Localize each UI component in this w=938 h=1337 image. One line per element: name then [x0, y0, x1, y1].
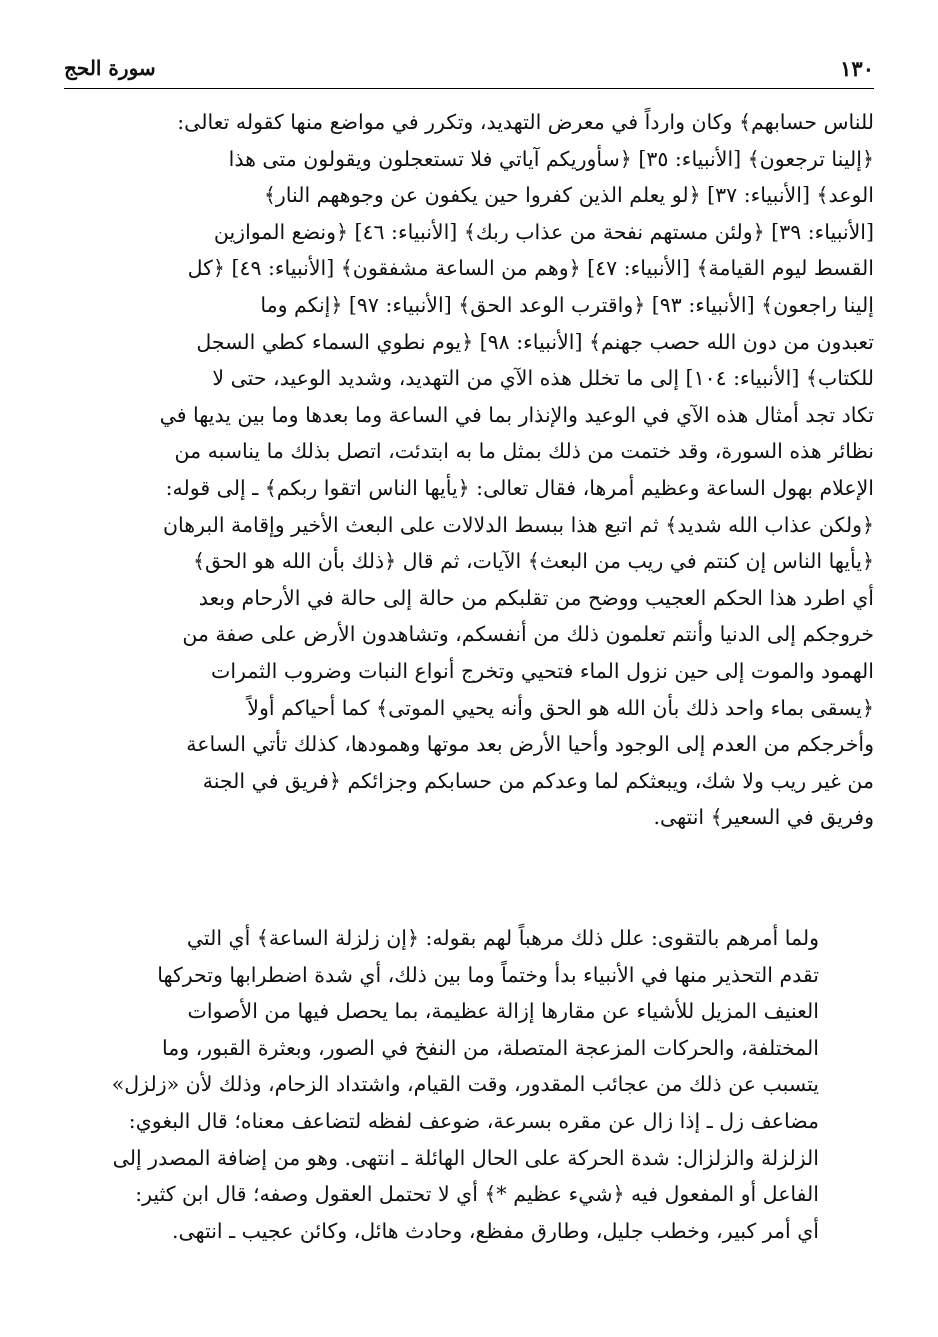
paragraph-2 [64, 920, 874, 1249]
text-line: المختلفة، والحركات المزعجة المتصلة، من النفخ في الصور، وبعثرة القبور، وما [161, 1035, 819, 1060]
text-line: ﴿يسقى بماء واحد ذلك بأن الله هو الحق وأنه يحيي الموتى﴾ كما أحياكم أولاً [247, 695, 874, 720]
text-line: مضاعف زل ـ إذا زال عن مقره بسرعة، ضوعف لفظه لتضاعف معناه؛ قال البغوي: [128, 1108, 819, 1133]
text-line: وفريق في السعير﴾ انتهى. [653, 805, 874, 830]
text-line: أي اطرد هذا الحكم العجيب ووضح من تقلبكم من حالة إلى حالة في الأرحام وبعد [198, 585, 874, 610]
text-line: تقدم التحذير منها في الأنبياء بدأ وختماً وما بين ذلك، أي شدة اضطرابها وتحركها [157, 962, 819, 987]
text-line: الإعلام بهول الساعة وعظيم أمرها، فقال تعالى: ﴿يأيها الناس اتقوا ربكم﴾ ـ إلى قوله: [165, 475, 874, 500]
paragraph-1 [64, 104, 874, 836]
text-line: القسط ليوم القيامة﴾ [الأنبياء: ٤٧] ﴿وهم من الساعة مشفقون﴾ [الأنبياء: ٤٩] ﴿كل [187, 256, 874, 281]
text-line: للكتاب﴾ [الأنبياء: ١٠٤] إلى ما تخلل هذه الآي من التهديد، وشديد الوعيد، حتى لا [212, 366, 874, 391]
text-line: الهمود والموت إلى حين نزول الماء فتحيي وتخرج أنواع النبات وضروب الثمرات [211, 658, 874, 683]
page-number: ١٣٠ [840, 56, 874, 81]
text-line: خروجكم إلى الدنيا وأنتم تعلمون ذلك من أنفسكم، وتشاهدون الأرض على صفة من [182, 622, 874, 647]
text-line: الوعد﴾ [الأنبياء: ٣٧] ﴿لو يعلم الذين كفروا حين يكفون عن وجوههم النار﴾ [263, 183, 874, 208]
surah-title: سورة الحج [64, 56, 156, 80]
text-line: الزلزلة والزلزال: شدة الحركة على الحال الهائلة ـ انتهى. وهو من إضافة المصدر إلى [112, 1145, 819, 1170]
text-line: تعبدون من دون الله حصب جهنم﴾ [الأنبياء: ٩٨] ﴿يوم نطوي السماء كطي السجل [196, 329, 874, 354]
text-line: وأخرجكم من العدم إلى الوجود وأحيا الأرض بعد موتها وهمودها، كذلك تأتي الساعة [186, 732, 874, 757]
text-line: ولما أمرهم بالتقوى: علل ذلك مرهباً لهم بقوله: ﴿إن زلزلة الساعة﴾ أي التي [186, 926, 819, 950]
page-header [64, 56, 874, 86]
text-line: الفاعل أو المفعول فيه ﴿شيء عظيم *﴾ أي لا تحتمل العقول وصفه؛ قال ابن كثير: [135, 1182, 819, 1207]
text-line: يتسبب عن ذلك من عجائب المقدور، وقت القيام، واشتداد الزحام، وذلك لأن «زلزل» [111, 1072, 819, 1097]
text-line: تكاد تجد أمثال هذه الآي في الوعيد والإنذار بما في الساعة وما بعدها وما بين يديها في [159, 402, 874, 427]
text-line: أي أمر كبير، وخطب جليل، وطارق مفظع، وحادث هائل، وكائن عجيب ـ انتهى. [171, 1218, 819, 1243]
text-line: للناس حسابهم﴾ وكان وارداً في معرض التهديد، وتكرر في مواضع منها كقوله تعالى: [177, 110, 874, 134]
header-rule [64, 88, 874, 89]
text-line: العنيف المزيل للأشياء عن مقارها إزالة عظيمة، بما يحصل فيها من الأصوات [187, 999, 819, 1024]
text-line: إلينا راجعون﴾ [الأنبياء: ٩٣] ﴿واقترب الوعد الحق﴾ [الأنبياء: ٩٧] ﴿إنكم وما [260, 292, 874, 317]
text-line: نظائر هذه السورة، وقد ختمت من ذلك بمثل ما به ابتدئت، اتصل بذلك ما يناسبه من [174, 439, 874, 464]
text-line: ﴿يأيها الناس إن كنتم في ريب من البعث﴾ الآيات، ثم قال ﴿ذلك بأن الله هو الحق﴾ [192, 549, 874, 574]
text-line: من غير ريب ولا شك، ويبعثكم لما وعدكم من حسابكم وجزائكم ﴿فريق في الجنة [202, 768, 874, 793]
text-line: [الأنبياء: ٣٩] ﴿ولئن مستهم نفحة من عذاب ربك﴾ [الأنبياء: ٤٦] ﴿ونضع الموازين [213, 219, 874, 244]
text-line: ﴿إلينا ترجعون﴾ [الأنبياء: ٣٥] ﴿سأوريكم آياتي فلا تستعجلون ويقولون متى هذا [228, 146, 874, 171]
text-line: ﴿ولكن عذاب الله شديد﴾ ثم اتبع هذا ببسط الدلالات على البعث الأخير وإقامة البرهان [162, 512, 874, 537]
